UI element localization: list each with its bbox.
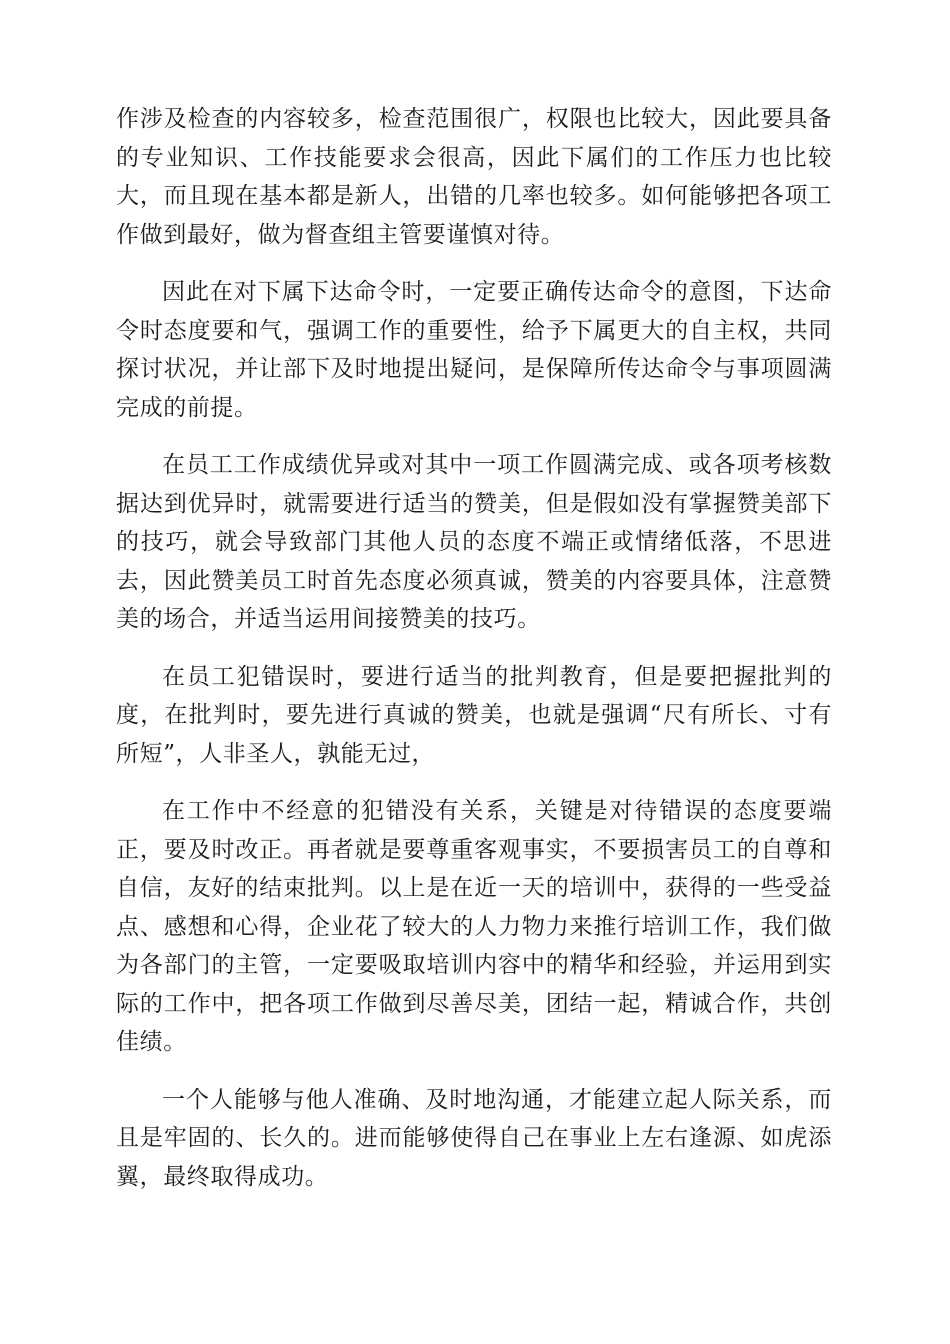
paragraph: 在工作中不经意的犯错没有关系，关键是对待错误的态度要端正，要及时改正。再者就是要尊重客观事实，不要损害员工的自尊和自信，友好的结束批判。以上是在近一天的培训中，获得的一些受益点、感想和心得，企业花了较大的人力物力来推行培训工作，我们做为各部门的主管，一定要吸取培训内容中的精华和经验，并运用到实际的工作中，把各项工作做到尽善尽美，团结一起，精诚合作，共创佳绩。 <box>116 798 832 1055</box>
document-body <box>116 100 832 1215</box>
paragraph: 在员工工作成绩优异或对其中一项工作圆满完成、或各项考核数据达到优异时，就需要进行适当的赞美，但是假如没有掌握赞美部下的技巧，就会导致部门其他人员的态度不端正或情绪低落，不思进去，因此赞美员工时首先态度必须真诚，赞美的内容要具体，注意赞美的场合，并适当运用间接赞美的技巧。 <box>116 452 832 632</box>
paragraph: 一个人能够与他人准确、及时地沟通，才能建立起人际关系，而且是牢固的、长久的。进而能够使得自己在事业上左右逢源、如虎添翼，最终取得成功。 <box>116 1086 832 1190</box>
paragraph: 因此在对下属下达命令时，一定要正确传达命令的意图，下达命令时态度要和气，强调工作的重要性，给予下属更大的自主权，共同探讨状况，并让部下及时地提出疑问，是保障所传达命令与事项圆满完成的前提。 <box>116 279 832 421</box>
paragraph: 在员工犯错误时，要进行适当的批判教育，但是要把握批判的度，在批判时，要先进行真诚的赞美，也就是强调“尺有所长、寸有所短”，人非圣人，孰能无过， <box>116 663 832 767</box>
paragraph-continuation: 作涉及检查的内容较多，检查范围很广，权限也比较大，因此要具备的专业知识、工作技能要求会很高，因此下属们的工作压力也比较大，而且现在基本都是新人，出错的几率也较多。如何能够把各项工作做到最好，做为督查组主管要谨慎对待。 <box>116 106 832 248</box>
